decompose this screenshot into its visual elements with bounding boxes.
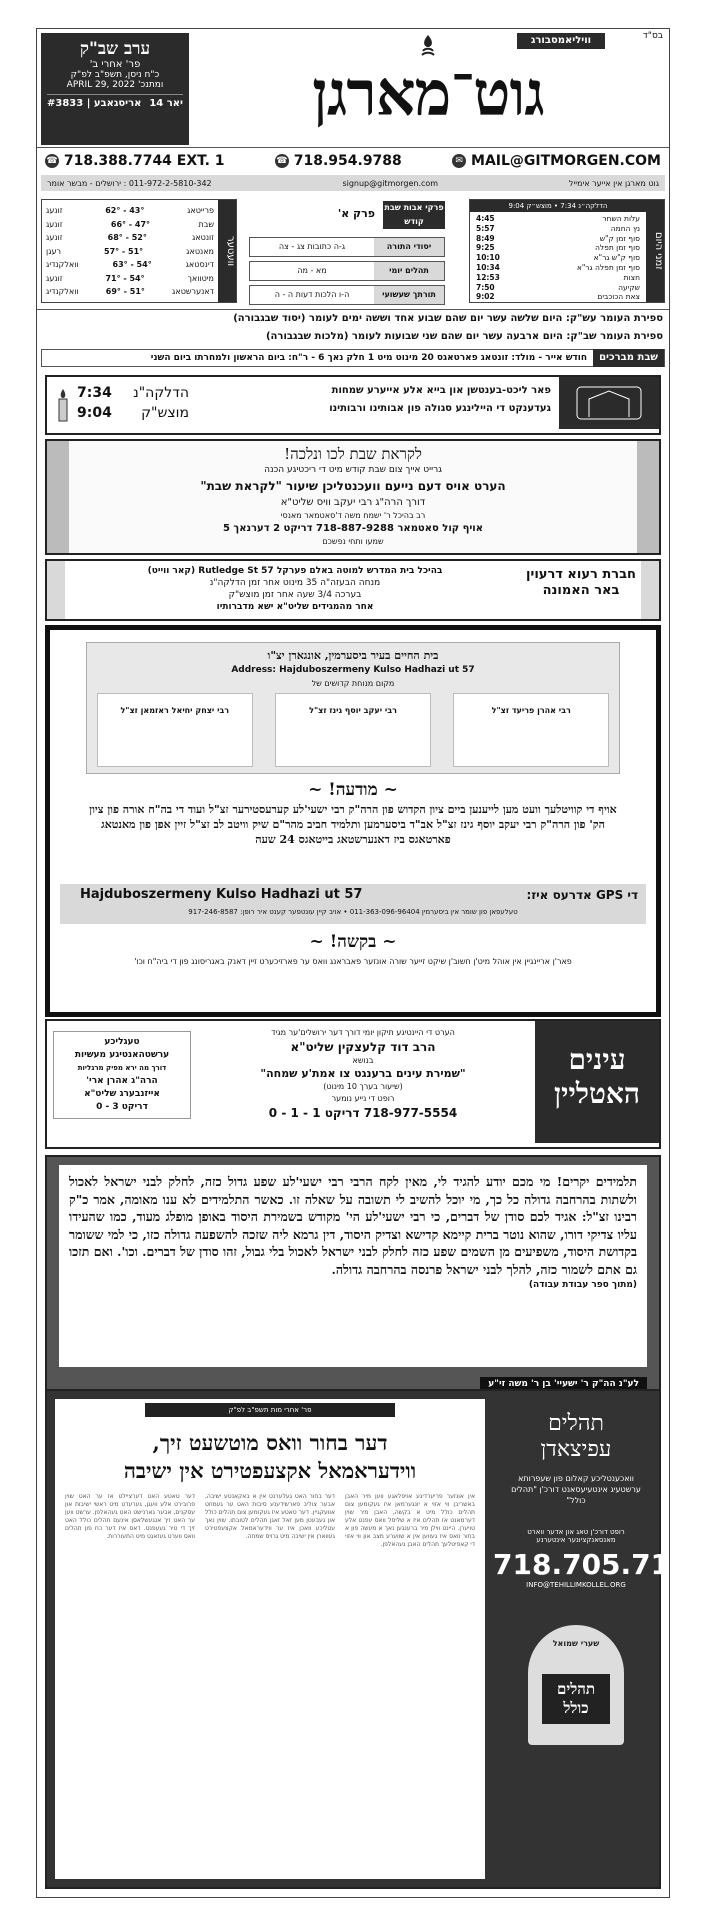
learning-value: מא - מה <box>297 266 327 275</box>
candle-flame-icon <box>417 33 439 59</box>
event-speaker: אחר מהמגידים שליט"א ישא מדברותיו <box>216 602 374 612</box>
pillar-right <box>637 441 659 553</box>
einayim-topic-label: בנושא <box>352 1056 374 1065</box>
gps-bar <box>60 884 646 924</box>
zman-label: סוף זמן תפלה <box>595 243 640 253</box>
gps-label: די GPS אדרעס איז: <box>526 888 638 902</box>
maasios-box <box>53 1031 191 1119</box>
weather-row <box>46 285 214 299</box>
paper-header: פר' אחרי מות תשפ"ב לפ"ק <box>145 1403 395 1417</box>
zmanim-title: זמני היום <box>646 200 664 302</box>
weather-day: מיטוואך <box>187 273 214 283</box>
weather-desc: וואלקנדיג <box>46 260 79 269</box>
candle-ad <box>45 375 661 435</box>
pillar-left <box>47 441 69 553</box>
weather-row <box>46 272 214 286</box>
weather-temp: 66° - 47° <box>110 219 151 229</box>
learning-row <box>249 261 445 281</box>
logo-top-text: שערי שמואל <box>552 1639 600 1648</box>
newspaper-page <box>36 28 709 1898</box>
zman-label: סוף זמן תפלה גר"א <box>576 262 640 272</box>
event-location: בהיכל בית המדרש למוטה באלם פערקל 57 Rutledge St (קאר ווייט) <box>147 566 443 576</box>
org-name-1: חברת רעוא דרעוין <box>526 567 636 582</box>
date-box <box>41 33 189 145</box>
tehillim-side <box>493 1391 709 1887</box>
weather-desc: זונעג <box>46 233 63 242</box>
lekras-motto: שמעו ותחי נפשכם <box>322 537 384 546</box>
tehillim-email[interactable]: INFO@TEHILLIMKOLLEL.ORG <box>526 1581 626 1589</box>
zman-time: 9:25 <box>476 243 495 253</box>
maasios-line-2: ערשטהאנטיגע מעשיות <box>74 1050 170 1060</box>
masthead-logo: גוט־מארגן <box>312 57 544 130</box>
beer-haemunah-ad <box>45 559 661 621</box>
motzei-time: 9:04 <box>77 405 112 421</box>
candle-ad-line-1: פאר ליכט-בענטשן און בייא אלע אייערע שמחות <box>331 385 551 396</box>
einayim-phone[interactable]: 718-977-5554 דריקט 1 - 1 - 0 <box>268 1106 458 1120</box>
zman-label: עלות השחר <box>602 214 640 223</box>
cemetery-buried: מקום מנוחת קדושים של <box>311 679 395 688</box>
weather-day: דינסטאג <box>185 260 214 269</box>
weather-temp: 62° - 43° <box>105 206 145 215</box>
mevorchim-label: שבת מברכים <box>593 349 664 367</box>
zmanim-row <box>476 224 640 234</box>
weather-temp: 63° - 54° <box>112 260 152 269</box>
learning-label: תורתך שעשועי <box>374 286 444 304</box>
maasios-line-1: טעגליכע <box>104 1037 140 1047</box>
section-badge: וויליאמסבורג <box>517 33 605 49</box>
einayim-title-1: עינים <box>568 1043 626 1076</box>
weather-row <box>46 218 214 232</box>
lekras-title: לקראת שבת לכו ונלכה! <box>284 445 422 463</box>
weather-day: שבת <box>198 219 214 229</box>
candle-icon <box>53 387 73 421</box>
pirkei-avos-title: פרקי אבות שבת קודש <box>383 201 445 229</box>
weather-day: מאנטאג <box>186 246 214 256</box>
motzei-label: מוצש"ק <box>141 405 189 421</box>
zman-label: צאת הכוכבים <box>597 292 640 302</box>
paper-title-1: דער בחור וואס מוטשעט זיך, <box>152 1430 388 1455</box>
einayim-topic: "שמירת עינים ברענגט צו אמת'ע שמחה" <box>260 1067 466 1080</box>
paper-col-2: דער בחור האט געלערנט אין א באקאנטע ישיבה, אבער צוליב פארשידענע סיבות האט ער געמוזט אוועקגיין. דער טאטע איז געקומען צום תהלים כולל און געבעטן מען זאל זאגן תהלים לטובתו. שוין נאך עטליכע וואכן איז ער ווידעראמאל אקצעפטירט געווארן אין ישיבה מיט גרויס שמחה. <box>205 1493 335 1540</box>
weather-temp: 69° - 51° <box>105 287 145 296</box>
contact-row <box>37 149 669 173</box>
einayim-length: (שיעור בערך 10 מינוט) <box>323 1082 403 1091</box>
request-body: פאר'ן אריינגיין אין אוהל מיט'ן חשוב'ן שיקט זייער שורה אונזער פאבראנג וואס ער פארזיכערט זיין דאנק באגריסונג פון די ביה"ח וכו' <box>134 957 572 966</box>
maasios-line-6[interactable]: דריקט 3 - 0 <box>96 1102 148 1112</box>
phone-icon: ☎ <box>46 156 58 166</box>
einayim-title-2: האטליין <box>554 1077 640 1110</box>
learning-row <box>249 237 445 257</box>
zmanim-row <box>476 234 640 244</box>
einayim-speaker: הרב דוד קלעצקין שליט"א <box>290 1040 436 1054</box>
lekras-role: רב בהיכל ר' ישמח משה ד'סאטמאר מאנסי <box>280 511 426 520</box>
mail-icon: ✉ <box>452 154 466 168</box>
zmanim-row <box>476 243 640 253</box>
zman-time: 8:49 <box>476 233 495 243</box>
tehillim-phone[interactable]: 718.705.7174 <box>493 1548 709 1581</box>
perek-label: פרק א' <box>337 207 375 220</box>
erev-shabbos: ערב שב"ק <box>79 39 151 59</box>
issue-number: #3833 | אריסגאבע <box>47 98 142 109</box>
israel-phone: 011-972-2-5810-342 : ירושלים - מבשר אומר <box>47 178 212 188</box>
learning-rows <box>249 237 445 309</box>
zman-time: 12:53 <box>476 272 500 282</box>
zmanim-row <box>476 214 640 224</box>
torah-source: (מתוך ספר עבודת עבודה) <box>528 1280 637 1290</box>
einayim-intro: הערט די היינטיגע תיקון יומי דורך דער ירושלים'ער מגיד <box>271 1028 455 1037</box>
zmanim-row <box>476 292 640 302</box>
paper-title-2: ווידעראמאל אקצעפטירט אין ישיבה <box>123 1458 417 1483</box>
zman-time: 10:34 <box>476 262 500 272</box>
phone-second[interactable]: 718.954.9788 <box>293 153 402 169</box>
tehillim-paper <box>55 1399 485 1879</box>
weather-title: וועטער <box>218 200 236 302</box>
zman-time: 5:57 <box>476 223 495 233</box>
torah-article <box>45 1155 661 1399</box>
tehillim-brand-2: עפיצאדן <box>540 1437 612 1462</box>
zman-time: 7:50 <box>476 282 495 292</box>
weather-desc: זונעג <box>46 273 63 283</box>
gps-address[interactable]: Hajduboszermeny Kulso Hadhazi ut 57 <box>80 887 363 902</box>
weather-day: זונטאג <box>192 233 214 242</box>
learning-value: ה-ו הלכות דעות ה - ה <box>274 290 350 299</box>
paper-col-3: דער טאטע האט דערציילט אז ער האט שוין פרובירט אלע וועגן, גערעדט מיט ראשי ישיבות און עסקנים, אבער גארנישט האט געהאלפן. ערשט ווען ער האט זיך אנגעשלאסן אינעם תהלים כולל האט זיך די טיר געעפנט. דאס איז דער כח פון תהלים וואס ווערט געזאגט מיט התעוררות. <box>65 1493 195 1540</box>
fax-icon: ☎ <box>276 156 288 166</box>
weather-row <box>46 245 214 259</box>
weather-desc: רעגן <box>46 246 62 256</box>
lekras-sub: גרייט אייך צום שבת קודש מיט די ריכטיגע הכנה <box>264 465 442 475</box>
phone-main[interactable]: 718.388.7744 EXT. 1 <box>63 153 225 169</box>
torah-dedication: לע"נ הה"ק ר' ישעיי' בן ר' משה זי"ע <box>480 1377 647 1391</box>
tehillim-kollel-ad <box>45 1389 709 1889</box>
cemetery-header <box>86 642 620 774</box>
cemetery-place: בית החיים בעיר ביסערמין, אונגארן יצ"ו <box>267 649 439 662</box>
weather-desc: זונעג <box>46 206 63 215</box>
zman-label: שקיעה <box>618 282 640 292</box>
request-title: ~ בקשה! ~ <box>309 932 397 952</box>
learning-label: תהלים יומי <box>374 262 444 280</box>
weather-box <box>41 199 237 303</box>
cemetery-address: Address: Hajduboszermeny Kulso Hadhazi ut 57 <box>231 665 475 675</box>
mevorchim-text: חודש אייר - מולד: זונטאג פארטאגס 20 מינוט מיט 1 חלק נאך 6 - ר"ח: ביום הראשון ולמחרתו ביום השני <box>150 353 588 363</box>
zman-label: חצות <box>623 272 640 282</box>
tehillim-blurb: וואכענטליכע קאלום פון שעפרותא ערשטעיג אינטעיעסאנט דורכ'ן "תהלים כולל" <box>511 1474 641 1505</box>
candle-ad-logo <box>559 377 659 429</box>
weather-day: פרייטאג <box>187 206 214 215</box>
einayim-hotline-ad <box>45 1019 661 1149</box>
zman-label: נץ החמה <box>610 223 640 233</box>
subscribe-row <box>41 175 665 191</box>
zman-time: 4:45 <box>476 214 495 223</box>
notice-title: ~ מודעה! ~ <box>308 780 398 800</box>
signup-note: גוט מארגן אין אייער אימייל <box>568 178 659 188</box>
notice-body: אויף די קוויטלעך וועט מען לייענען ביים ציון הקדוש פון הרה"ק רבי ישעי'לע קערעסטירער זצ"ל ועוד די בה"ח אורה פון ציון הק' פון הרה"ק רבי יעקב יוסף גינז זצ"ל אב"ד ביסערמען ותלמיד חביב מהר"ם שיק וויטב לב זצ"ל זיין אפן פון מאנטאג פארטאגס ביז דאנערשטאג בייטאגס 24 שעה <box>89 803 617 846</box>
lekras-speaker: דורך הרה"ג רבי יעקב וויס שליט"א <box>280 497 426 508</box>
tzadik-3: רבי יצחק יחיאל ראזמאן זצ"ל <box>97 693 253 767</box>
tzadik-1: רבי אהרן פריעד זצ"ל <box>453 693 609 767</box>
zmanim-rows <box>476 214 640 302</box>
learning-box <box>249 199 445 303</box>
maasios-line-4: הרה"ג אהרן ארי' <box>86 1076 158 1086</box>
zmanim-row <box>476 263 640 273</box>
weather-row <box>46 204 214 218</box>
torah-body: תלמידים יקרים! מי מכם יודע להגיד לי, מאין לקח הרבי רבי ישעי'לע שפע גדול כזה, לחלק לבני ישראל לאכול ולשתות בהרחבה גדולה כל כך, מי יוכל להשיב לי תשובה על שאלה זו. כאשר התלמידים לא ענו מאומה, אמר כ"ק רבינו זצ"ל: אגיד לכם סודן של דברים, כי רבי ישעי'לע הי' מקודש בשמירת היסוד באופן מופלג מעוד, כמו שהעידו עליו צדיקי דורו, שהוא נוטר ברית קיימא קדישא וצדיק היסוד, דין גרמא ליה שזכה להשפעה גדולה כזו, כי למי ששומר בקדושת היסוד, משפיעים מן השמים שפע כזה לחלק לבני ישראל לאכול בלי גבול, זהו סודן של דברים. וכו'. ואם תזכו גם אתם לשמור כזה, להלך לבני ישראל פרנסה בהרחבה גדולה. <box>68 1174 637 1277</box>
einayim-daily: רופט די נייע נומער <box>331 1094 395 1103</box>
lekras-main: הערט אויס דעם נייעם וועכנטליכן שיעור "לקראת שבת" <box>200 479 506 493</box>
learning-label: יסודי התורה <box>374 238 444 256</box>
zman-time: 10:10 <box>476 253 500 263</box>
weather-desc: זונעג <box>46 219 63 229</box>
weather-row <box>46 258 214 272</box>
tehillim-note: רופט דורכ'ן טאג און אדער ווארט מאנסאנקציונער אינטערנע <box>527 1528 625 1544</box>
weather-desc: וואלקנדיג <box>46 287 79 296</box>
learning-row <box>249 285 445 305</box>
weather-temp: 57° - 51° <box>104 246 144 256</box>
paper-col-1: אין אונזער פריערדיגע אויפלאגע ווען מיר האבן באשריבן ווי אזוי א יונגערמאן איז געקומען צום תהלים כולל מיט א בקשה, האבן מיר שוין דערמאנט אז תהלים איז א שליסל וואס עפנט אלע טויערן. היינט ווילן מיר ברענגען נאך א מעשה פון א בחור וואס איז געווען אין א שווערע מצב און ווי אזוי די קאפיטלעך תהלים האבן געהאלפן. <box>345 1493 475 1548</box>
mevorchim-row <box>41 349 665 367</box>
learning-value: ג-ה כתובות צג - צה <box>278 242 346 251</box>
zmanim-row <box>476 253 640 263</box>
parsha: פר' אחרי ב' <box>89 59 141 70</box>
english-date: ומתנכ' APRIL 29, 2022 <box>66 80 164 90</box>
bsd-mark: בס"ד <box>642 31 663 41</box>
tehillim-brand-1: תהלים <box>548 1411 604 1436</box>
gps-phones: טעלעפאן פון שומר אין ביסערמין 011-363-096-96404 • אויב קיין עונטפער קענט איר רופן: 917-246-8587 <box>188 908 518 916</box>
zmanim-row <box>476 273 640 283</box>
hebrew-day: 14 יאר <box>149 98 183 109</box>
logo-main-text: תהלים כולל <box>542 1674 610 1724</box>
lighting-label: הדלקה"נ <box>133 385 189 401</box>
weather-row <box>46 231 214 245</box>
zman-label: סוף ק"ש גר"א <box>593 253 640 263</box>
weather-temp: 68° - 52° <box>107 233 147 242</box>
weather-temp: 71° - 54° <box>105 273 145 283</box>
zmanim-row <box>476 283 640 293</box>
weather-day: דאנערשטאג <box>172 287 214 296</box>
omer-line-2: ספירת העומר שב"ק: היום ארבעה עשר יום שהם שני שבועות לעומר (מלכות שבגבורה) <box>265 331 663 342</box>
lighting-time: 7:34 <box>77 385 112 401</box>
lekras-phone[interactable]: אויף קול סאטמאר 718-887-9288 דריקט 2 דערנאך 5 <box>222 523 484 534</box>
maasios-line-5: אייזנבערג שליט"א <box>84 1089 160 1099</box>
tehillim-kollel-logo <box>528 1625 624 1745</box>
zmanim-header: הדלקה״נ 7:34 • מוצש״ק 9:04 <box>470 200 646 212</box>
zmanim-box <box>469 199 665 303</box>
maasios-line-3: דורך מה ירא מפיק מרגליות <box>77 1064 167 1072</box>
lekras-shabbos-ad <box>45 439 661 555</box>
email-link[interactable]: MAIL@GITMORGEN.COM <box>471 153 661 169</box>
signup-email[interactable]: signup@gitmorgen.com <box>342 178 439 188</box>
weather-list <box>46 204 214 299</box>
candle-ad-line-2: געדענקט די היילינגע סגולה פון אבותינו ורבותינו <box>329 403 551 414</box>
omer-line-1: ספירת העומר עש"ק: היום שלשה עשר יום שהם שבוע אחד וששה ימים לעומר (יסוד שבגבורה) <box>233 313 663 324</box>
zman-label: סוף זמן ק"ש <box>599 233 640 243</box>
bisermin-cemetery-ad <box>45 625 661 1017</box>
org-name-2: באר האמונה <box>542 583 620 598</box>
tzadik-2: רבי יעקב יוסף גינז זצ"ל <box>275 693 431 767</box>
event-time-1: מנחה הבעזה"ה 35 מינוט אחר זמן הדלקה"נ <box>209 578 381 588</box>
hebrew-date: כ"ח ניסן, תשפ"ב לפ"ק <box>70 70 160 80</box>
zman-time: 9:02 <box>476 292 495 302</box>
event-time-2: בערכה 3/4 שעה אחר זמן מוצש"ק <box>228 590 362 600</box>
